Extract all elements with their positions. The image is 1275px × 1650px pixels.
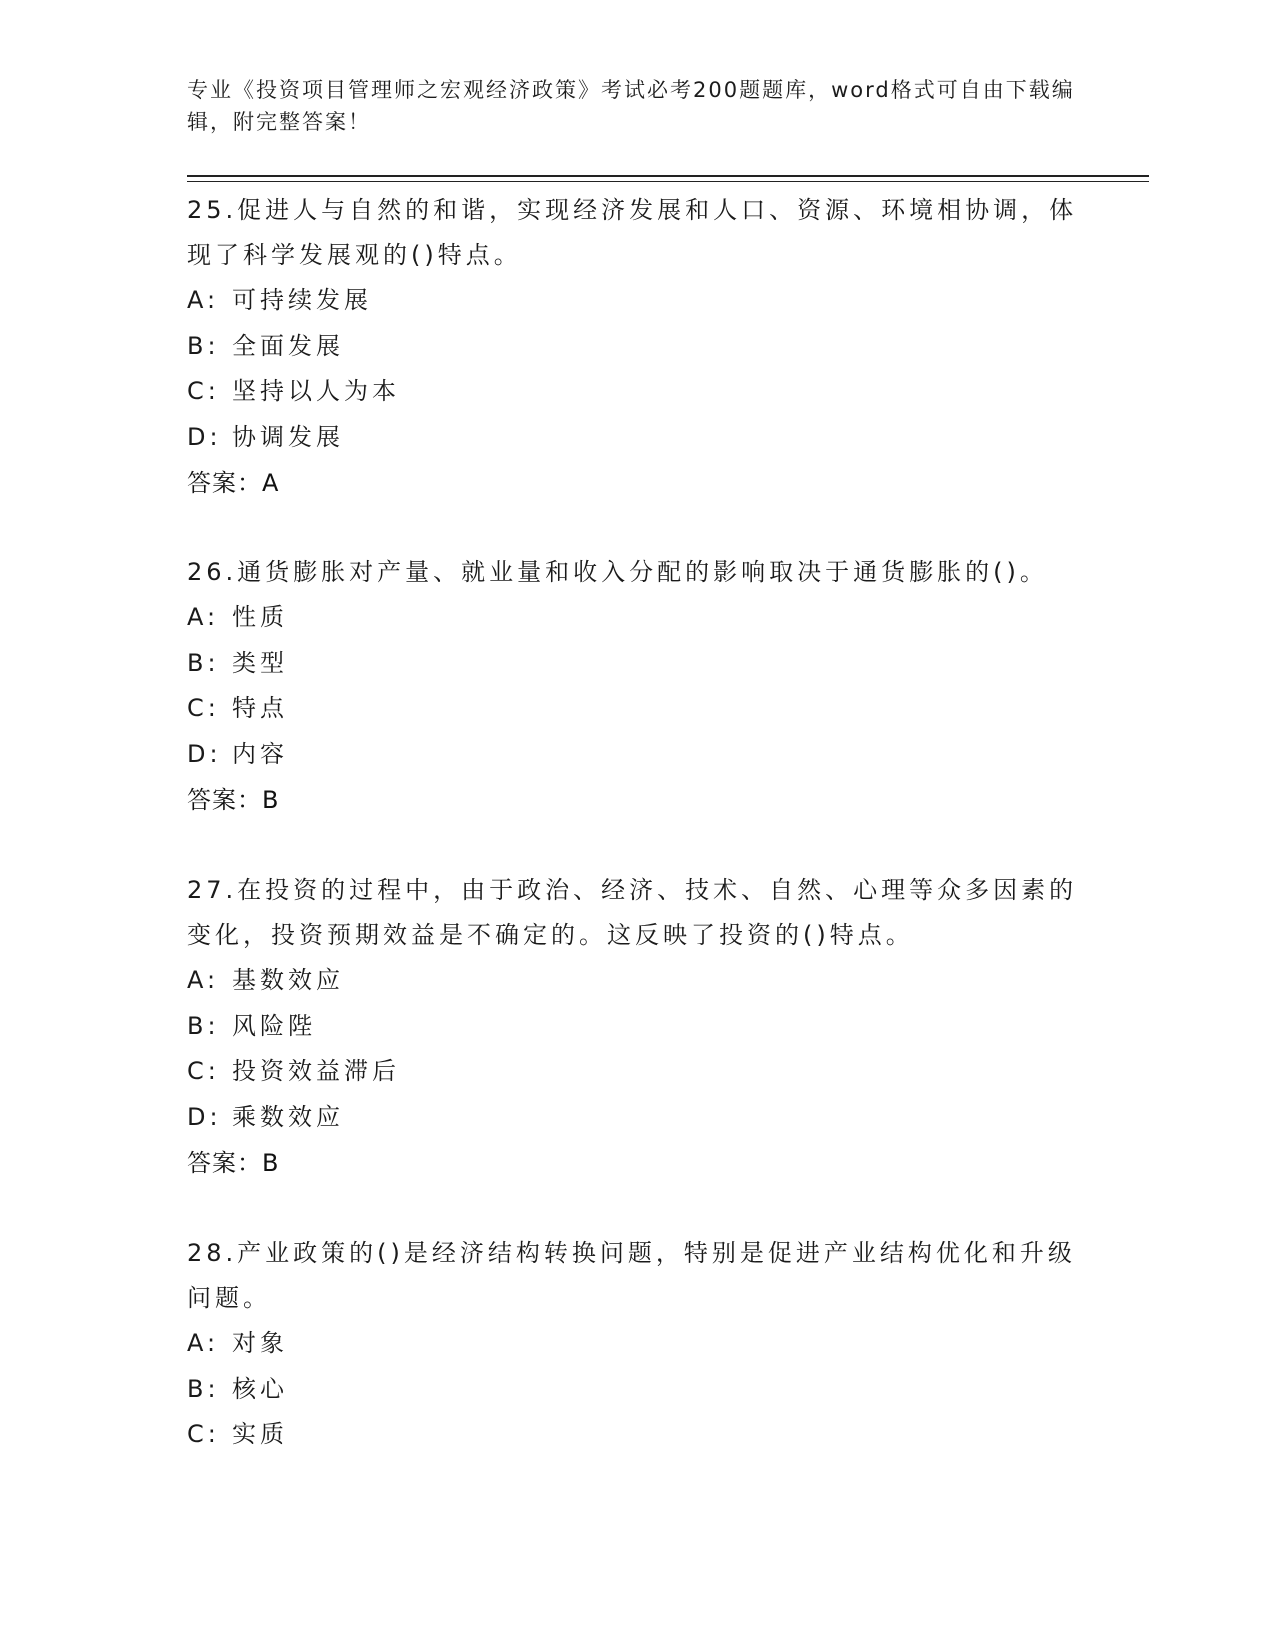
option-text: 特点 xyxy=(232,694,288,722)
option-d xyxy=(187,732,1087,778)
question-stem: 27.在投资的过程中，由于政治、经济、技术、自然、心理等众多因素的变化，投资预期效益是不确定的。这反映了投资的()特点。 xyxy=(187,876,1078,949)
question-27 xyxy=(187,868,1087,1186)
option-text: 投资效益滞后 xyxy=(232,1057,400,1085)
option-text: 可持续发展 xyxy=(232,286,372,314)
option-key: A: xyxy=(187,286,220,314)
option-key: C: xyxy=(187,377,220,405)
option-text: 协调发展 xyxy=(232,422,344,451)
question-28 xyxy=(187,1231,1087,1458)
option-text: 对象 xyxy=(232,1329,288,1357)
option-a xyxy=(187,278,1087,324)
answer-text: 答案：B xyxy=(187,1149,280,1177)
option-d xyxy=(187,1095,1087,1141)
option-c xyxy=(187,1049,1087,1095)
question-25 xyxy=(187,188,1087,506)
option-a xyxy=(187,1321,1087,1367)
answer-text: 答案：A xyxy=(187,469,280,497)
option-text: 风险陛 xyxy=(232,1011,316,1040)
option-text: 实质 xyxy=(232,1420,288,1448)
header-divider-top xyxy=(187,175,1149,177)
question-26 xyxy=(187,550,1087,823)
option-key: D: xyxy=(187,1102,222,1131)
option-b xyxy=(187,324,1087,370)
option-key: C: xyxy=(187,1420,220,1448)
option-a xyxy=(187,958,1087,1004)
answer-text: 答案：B xyxy=(187,786,280,814)
option-key: A: xyxy=(187,603,220,631)
option-b xyxy=(187,1004,1087,1050)
option-b xyxy=(187,641,1087,687)
option-b xyxy=(187,1367,1087,1413)
question-stem: 25.促进人与自然的和谐，实现经济发展和人口、资源、环境相协调，体现了科学发展观的()特点。 xyxy=(187,196,1078,269)
option-text: 类型 xyxy=(232,648,288,677)
option-text: 全面发展 xyxy=(232,331,344,360)
option-c xyxy=(187,1412,1087,1458)
option-key: A: xyxy=(187,1329,220,1357)
option-key: C: xyxy=(187,1057,220,1085)
option-d xyxy=(187,415,1087,461)
option-key: A: xyxy=(187,966,220,994)
option-text: 核心 xyxy=(232,1374,288,1403)
option-key: D: xyxy=(187,739,222,768)
option-c xyxy=(187,686,1087,732)
option-text: 性质 xyxy=(232,603,288,631)
option-key: D: xyxy=(187,422,222,451)
option-a xyxy=(187,595,1087,641)
option-text: 基数效应 xyxy=(232,966,344,994)
question-stem: 26.通货膨胀对产量、就业量和收入分配的影响取决于通货膨胀的()。 xyxy=(187,558,1048,586)
document-header: 专业《投资项目管理师之宏观经济政策》考试必考200题题库，word格式可自由下载编辑，附完整答案！ xyxy=(187,78,1075,134)
option-c xyxy=(187,369,1087,415)
header-divider-bottom xyxy=(187,181,1149,182)
option-text: 坚持以人为本 xyxy=(232,377,400,405)
option-text: 乘数效应 xyxy=(232,1102,344,1131)
question-stem: 28.产业政策的()是经济结构转换问题，特别是促进产业结构优化和升级问题。 xyxy=(187,1239,1076,1312)
option-key: B: xyxy=(187,1011,220,1040)
option-text: 内容 xyxy=(232,739,288,768)
option-key: B: xyxy=(187,1374,220,1403)
option-key: C: xyxy=(187,694,220,722)
option-key: B: xyxy=(187,648,220,677)
option-key: B: xyxy=(187,331,220,360)
